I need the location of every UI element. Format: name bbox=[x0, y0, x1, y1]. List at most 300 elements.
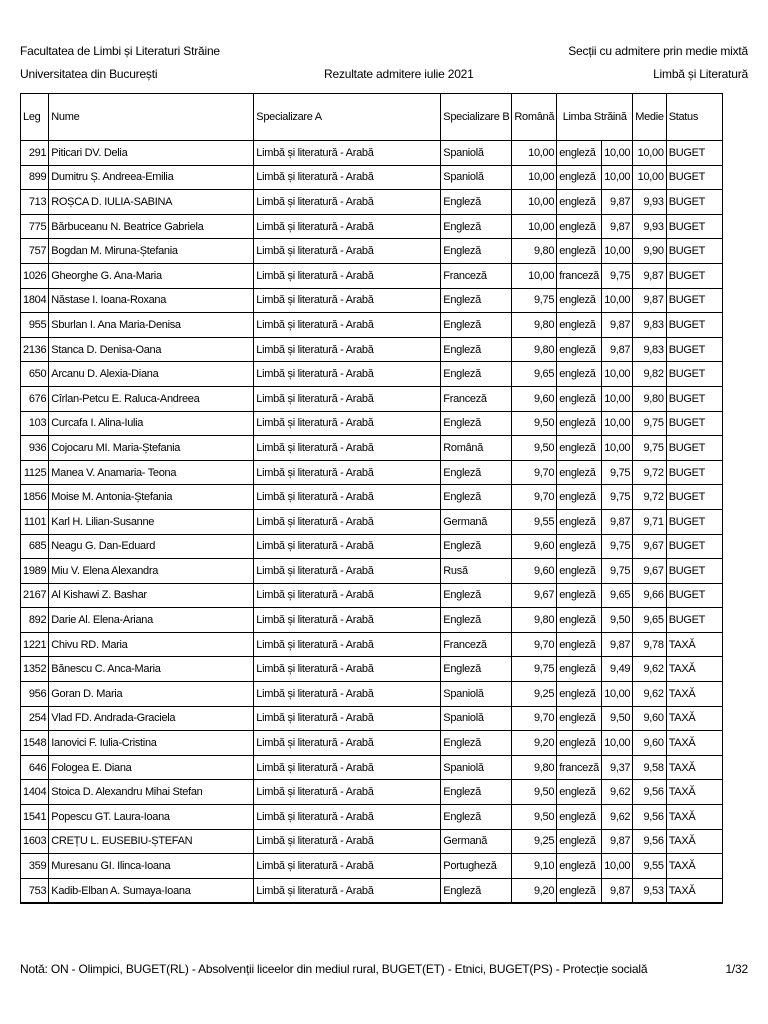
cell-specializare-b: Engleză bbox=[441, 239, 512, 264]
cell-specializare-a: Limbă și literatură - Arabă bbox=[254, 239, 441, 264]
cell-nume: Goran D. Maria bbox=[49, 682, 254, 707]
cell-nume: Dumitru Ș. Andreea-Emilia bbox=[49, 165, 254, 190]
cell-limba: engleză bbox=[557, 214, 602, 239]
cell-leg: 646 bbox=[21, 755, 49, 780]
cell-nota-limba: 9,75 bbox=[602, 460, 633, 485]
col-header-specializare-a: Specializare A bbox=[254, 94, 441, 141]
cell-nota-limba: 9,87 bbox=[602, 337, 633, 362]
cell-romana: 9,50 bbox=[512, 436, 557, 461]
cell-romana: 9,50 bbox=[512, 411, 557, 436]
cell-specializare-a: Limbă și literatură - Arabă bbox=[254, 460, 441, 485]
cell-nota-limba: 9,37 bbox=[602, 755, 633, 780]
cell-specializare-b: Spaniolă bbox=[441, 706, 512, 731]
cell-specializare-a: Limbă și literatură - Arabă bbox=[254, 805, 441, 830]
program-name: Limbă și Literatură bbox=[653, 67, 748, 81]
cell-nota-limba: 9,50 bbox=[602, 706, 633, 731]
cell-romana: 9,80 bbox=[512, 755, 557, 780]
cell-status: TAXĂ bbox=[666, 780, 722, 805]
cell-romana: 9,75 bbox=[512, 288, 557, 313]
table-row bbox=[21, 731, 723, 756]
cell-medie: 9,65 bbox=[633, 608, 666, 633]
table-row bbox=[21, 362, 723, 387]
table-row bbox=[21, 436, 723, 461]
cell-nota-limba: 9,87 bbox=[602, 509, 633, 534]
faculty-name: Facultatea de Limbi și Literaturi Străine bbox=[20, 44, 220, 58]
cell-romana: 9,67 bbox=[512, 583, 557, 608]
cell-leg: 103 bbox=[21, 411, 49, 436]
cell-romana: 9,80 bbox=[512, 239, 557, 264]
cell-nume: Chivu RD. Maria bbox=[49, 632, 254, 657]
cell-specializare-a: Limbă și literatură - Arabă bbox=[254, 657, 441, 682]
col-header-romana: Română bbox=[512, 94, 557, 141]
cell-specializare-b: Spaniolă bbox=[441, 165, 512, 190]
cell-limba: engleză bbox=[557, 190, 602, 215]
cell-limba: engleză bbox=[557, 386, 602, 411]
cell-status: BUGET bbox=[666, 386, 722, 411]
cell-leg: 676 bbox=[21, 386, 49, 411]
cell-specializare-b: Română bbox=[441, 436, 512, 461]
cell-medie: 9,83 bbox=[633, 337, 666, 362]
table-row bbox=[21, 682, 723, 707]
cell-specializare-a: Limbă și literatură - Arabă bbox=[254, 854, 441, 879]
cell-nota-limba: 10,00 bbox=[602, 288, 633, 313]
cell-limba: engleză bbox=[557, 288, 602, 313]
cell-nume: Cîrlan-Petcu E. Raluca-Andreea bbox=[49, 386, 254, 411]
cell-medie: 10,00 bbox=[633, 165, 666, 190]
cell-leg: 899 bbox=[21, 165, 49, 190]
cell-limba: engleză bbox=[557, 805, 602, 830]
cell-romana: 9,25 bbox=[512, 829, 557, 854]
cell-leg: 359 bbox=[21, 854, 49, 879]
cell-status: BUGET bbox=[666, 436, 722, 461]
cell-nota-limba: 9,62 bbox=[602, 805, 633, 830]
cell-medie: 9,75 bbox=[633, 411, 666, 436]
cell-specializare-a: Limbă și literatură - Arabă bbox=[254, 534, 441, 559]
cell-specializare-a: Limbă și literatură - Arabă bbox=[254, 214, 441, 239]
cell-specializare-a: Limbă și literatură - Arabă bbox=[254, 632, 441, 657]
col-header-nume: Nume bbox=[49, 94, 254, 141]
table-row bbox=[21, 214, 723, 239]
table-row bbox=[21, 165, 723, 190]
cell-nota-limba: 9,75 bbox=[602, 534, 633, 559]
col-header-status: Status bbox=[666, 94, 722, 141]
cell-status: TAXĂ bbox=[666, 805, 722, 830]
cell-specializare-a: Limbă și literatură - Arabă bbox=[254, 313, 441, 338]
cell-nume: Bogdan M. Miruna-Ștefania bbox=[49, 239, 254, 264]
cell-specializare-b: Engleză bbox=[441, 485, 512, 510]
cell-nume: Darie Al. Elena-Ariana bbox=[49, 608, 254, 633]
cell-leg: 955 bbox=[21, 313, 49, 338]
table-row bbox=[21, 755, 723, 780]
cell-nota-limba: 9,87 bbox=[602, 214, 633, 239]
cell-leg: 1352 bbox=[21, 657, 49, 682]
cell-nume: Piticari DV. Delia bbox=[49, 141, 254, 166]
cell-limba: engleză bbox=[557, 780, 602, 805]
cell-specializare-b: Franceză bbox=[441, 386, 512, 411]
cell-medie: 9,82 bbox=[633, 362, 666, 387]
cell-specializare-a: Limbă și literatură - Arabă bbox=[254, 559, 441, 584]
results-table bbox=[20, 93, 723, 904]
cell-status: TAXĂ bbox=[666, 632, 722, 657]
cell-nume: Karl H. Lilian-Susanne bbox=[49, 509, 254, 534]
cell-limba: engleză bbox=[557, 362, 602, 387]
cell-medie: 9,66 bbox=[633, 583, 666, 608]
cell-medie: 10,00 bbox=[633, 141, 666, 166]
table-row bbox=[21, 485, 723, 510]
cell-leg: 1804 bbox=[21, 288, 49, 313]
cell-leg: 1548 bbox=[21, 731, 49, 756]
cell-medie: 9,72 bbox=[633, 485, 666, 510]
cell-specializare-b: Spaniolă bbox=[441, 682, 512, 707]
cell-status: BUGET bbox=[666, 165, 722, 190]
cell-medie: 9,87 bbox=[633, 263, 666, 288]
cell-medie: 9,72 bbox=[633, 460, 666, 485]
cell-nota-limba: 9,87 bbox=[602, 878, 633, 903]
cell-nume: Neagu G. Dan-Eduard bbox=[49, 534, 254, 559]
cell-status: TAXĂ bbox=[666, 682, 722, 707]
cell-specializare-b: Spaniolă bbox=[441, 755, 512, 780]
cell-leg: 685 bbox=[21, 534, 49, 559]
cell-leg: 1856 bbox=[21, 485, 49, 510]
cell-specializare-b: Engleză bbox=[441, 657, 512, 682]
table-row bbox=[21, 632, 723, 657]
cell-specializare-b: Rusă bbox=[441, 559, 512, 584]
cell-romana: 9,75 bbox=[512, 657, 557, 682]
cell-nume: Curcafa I. Alina-Iulia bbox=[49, 411, 254, 436]
cell-limba: engleză bbox=[557, 239, 602, 264]
cell-romana: 9,70 bbox=[512, 460, 557, 485]
cell-nota-limba: 9,75 bbox=[602, 559, 633, 584]
cell-specializare-a: Limbă și literatură - Arabă bbox=[254, 878, 441, 903]
table-row bbox=[21, 878, 723, 903]
table-row bbox=[21, 313, 723, 338]
cell-nota-limba: 9,50 bbox=[602, 608, 633, 633]
cell-status: TAXĂ bbox=[666, 829, 722, 854]
cell-nume: Stoica D. Alexandru Mihai Stefan bbox=[49, 780, 254, 805]
cell-nota-limba: 9,87 bbox=[602, 313, 633, 338]
cell-specializare-b: Germană bbox=[441, 509, 512, 534]
cell-medie: 9,93 bbox=[633, 190, 666, 215]
table-header-row bbox=[21, 94, 723, 141]
cell-nume: Miu V. Elena Alexandra bbox=[49, 559, 254, 584]
cell-limba: engleză bbox=[557, 829, 602, 854]
cell-status: BUGET bbox=[666, 411, 722, 436]
cell-specializare-a: Limbă și literatură - Arabă bbox=[254, 165, 441, 190]
cell-specializare-b: Engleză bbox=[441, 362, 512, 387]
cell-leg: 713 bbox=[21, 190, 49, 215]
cell-nota-limba: 9,87 bbox=[602, 829, 633, 854]
cell-specializare-a: Limbă și literatură - Arabă bbox=[254, 706, 441, 731]
cell-specializare-a: Limbă și literatură - Arabă bbox=[254, 608, 441, 633]
cell-specializare-a: Limbă și literatură - Arabă bbox=[254, 337, 441, 362]
cell-nota-limba: 10,00 bbox=[602, 436, 633, 461]
cell-leg: 1541 bbox=[21, 805, 49, 830]
cell-specializare-a: Limbă și literatură - Arabă bbox=[254, 436, 441, 461]
cell-medie: 9,75 bbox=[633, 436, 666, 461]
cell-status: BUGET bbox=[666, 141, 722, 166]
cell-nota-limba: 10,00 bbox=[602, 411, 633, 436]
cell-medie: 9,62 bbox=[633, 682, 666, 707]
cell-status: TAXĂ bbox=[666, 755, 722, 780]
cell-medie: 9,90 bbox=[633, 239, 666, 264]
cell-nota-limba: 10,00 bbox=[602, 239, 633, 264]
cell-status: TAXĂ bbox=[666, 657, 722, 682]
cell-nume: Popescu GT. Laura-Ioana bbox=[49, 805, 254, 830]
cell-medie: 9,56 bbox=[633, 829, 666, 854]
cell-leg: 2136 bbox=[21, 337, 49, 362]
cell-nume: Kadib-Elban A. Sumaya-Ioana bbox=[49, 878, 254, 903]
cell-nume: Stanca D. Denisa-Oana bbox=[49, 337, 254, 362]
cell-specializare-a: Limbă și literatură - Arabă bbox=[254, 362, 441, 387]
cell-romana: 10,00 bbox=[512, 190, 557, 215]
cell-leg: 757 bbox=[21, 239, 49, 264]
cell-specializare-a: Limbă și literatură - Arabă bbox=[254, 386, 441, 411]
cell-specializare-b: Engleză bbox=[441, 190, 512, 215]
cell-romana: 9,70 bbox=[512, 706, 557, 731]
cell-leg: 1221 bbox=[21, 632, 49, 657]
cell-medie: 9,55 bbox=[633, 854, 666, 879]
cell-nota-limba: 9,87 bbox=[602, 190, 633, 215]
cell-limba: engleză bbox=[557, 460, 602, 485]
cell-specializare-a: Limbă și literatură - Arabă bbox=[254, 583, 441, 608]
cell-medie: 9,62 bbox=[633, 657, 666, 682]
cell-medie: 9,58 bbox=[633, 755, 666, 780]
cell-romana: 9,60 bbox=[512, 534, 557, 559]
cell-limba: engleză bbox=[557, 657, 602, 682]
table-row bbox=[21, 583, 723, 608]
cell-limba: engleză bbox=[557, 632, 602, 657]
cell-status: TAXĂ bbox=[666, 731, 722, 756]
cell-romana: 10,00 bbox=[512, 141, 557, 166]
cell-status: BUGET bbox=[666, 362, 722, 387]
cell-nume: Muresanu GI. Ilinca-Ioana bbox=[49, 854, 254, 879]
cell-specializare-b: Engleză bbox=[441, 878, 512, 903]
cell-romana: 9,80 bbox=[512, 608, 557, 633]
cell-nume: Al Kishawi Z. Bashar bbox=[49, 583, 254, 608]
cell-leg: 1404 bbox=[21, 780, 49, 805]
cell-leg: 1101 bbox=[21, 509, 49, 534]
cell-romana: 9,10 bbox=[512, 854, 557, 879]
cell-status: BUGET bbox=[666, 239, 722, 264]
cell-romana: 10,00 bbox=[512, 214, 557, 239]
cell-specializare-a: Limbă și literatură - Arabă bbox=[254, 829, 441, 854]
cell-medie: 9,67 bbox=[633, 559, 666, 584]
cell-status: BUGET bbox=[666, 460, 722, 485]
page-number: 1/32 bbox=[725, 962, 748, 976]
cell-romana: 9,80 bbox=[512, 337, 557, 362]
cell-specializare-b: Franceză bbox=[441, 632, 512, 657]
cell-romana: 9,60 bbox=[512, 559, 557, 584]
cell-specializare-b: Franceză bbox=[441, 263, 512, 288]
cell-nume: ROȘCA D. IULIA-SABINA bbox=[49, 190, 254, 215]
cell-limba: engleză bbox=[557, 608, 602, 633]
cell-nota-limba: 10,00 bbox=[602, 386, 633, 411]
table-row bbox=[21, 657, 723, 682]
cell-leg: 892 bbox=[21, 608, 49, 633]
table-row bbox=[21, 780, 723, 805]
cell-specializare-a: Limbă și literatură - Arabă bbox=[254, 288, 441, 313]
table-row bbox=[21, 411, 723, 436]
cell-status: BUGET bbox=[666, 559, 722, 584]
cell-specializare-a: Limbă și literatură - Arabă bbox=[254, 190, 441, 215]
col-header-limba-straina: Limba Străină bbox=[557, 94, 633, 141]
cell-medie: 9,80 bbox=[633, 386, 666, 411]
table-row bbox=[21, 337, 723, 362]
cell-nume: Cojocaru MI. Maria-Ștefania bbox=[49, 436, 254, 461]
cell-leg: 1603 bbox=[21, 829, 49, 854]
cell-romana: 9,50 bbox=[512, 780, 557, 805]
cell-romana: 9,70 bbox=[512, 485, 557, 510]
cell-leg: 2167 bbox=[21, 583, 49, 608]
col-header-specializare-b: Specializare B bbox=[441, 94, 512, 141]
cell-specializare-a: Limbă și literatură - Arabă bbox=[254, 731, 441, 756]
cell-nota-limba: 10,00 bbox=[602, 165, 633, 190]
cell-romana: 9,20 bbox=[512, 731, 557, 756]
cell-specializare-b: Engleză bbox=[441, 805, 512, 830]
cell-status: BUGET bbox=[666, 608, 722, 633]
cell-specializare-a: Limbă și literatură - Arabă bbox=[254, 509, 441, 534]
cell-status: BUGET bbox=[666, 534, 722, 559]
cell-nume: Moise M. Antonia-Ștefania bbox=[49, 485, 254, 510]
cell-status: BUGET bbox=[666, 509, 722, 534]
cell-status: BUGET bbox=[666, 190, 722, 215]
cell-specializare-a: Limbă și literatură - Arabă bbox=[254, 682, 441, 707]
table-row bbox=[21, 706, 723, 731]
cell-specializare-b: Spaniolă bbox=[441, 141, 512, 166]
cell-specializare-b: Engleză bbox=[441, 288, 512, 313]
cell-leg: 650 bbox=[21, 362, 49, 387]
cell-limba: engleză bbox=[557, 485, 602, 510]
cell-medie: 9,67 bbox=[633, 534, 666, 559]
cell-status: BUGET bbox=[666, 214, 722, 239]
table-row bbox=[21, 805, 723, 830]
cell-limba: engleză bbox=[557, 878, 602, 903]
cell-nota-limba: 9,75 bbox=[602, 485, 633, 510]
admission-type: Secții cu admitere prin medie mixtă bbox=[568, 44, 748, 58]
cell-status: BUGET bbox=[666, 288, 722, 313]
table-row bbox=[21, 141, 723, 166]
table-row bbox=[21, 263, 723, 288]
table-row bbox=[21, 608, 723, 633]
table-row bbox=[21, 509, 723, 534]
cell-nota-limba: 10,00 bbox=[602, 141, 633, 166]
table-row bbox=[21, 460, 723, 485]
cell-romana: 10,00 bbox=[512, 165, 557, 190]
cell-leg: 1989 bbox=[21, 559, 49, 584]
cell-specializare-b: Engleză bbox=[441, 411, 512, 436]
cell-leg: 254 bbox=[21, 706, 49, 731]
page-title: Rezultate admitere iulie 2021 bbox=[324, 67, 474, 81]
cell-nota-limba: 10,00 bbox=[602, 362, 633, 387]
cell-leg: 775 bbox=[21, 214, 49, 239]
cell-limba: engleză bbox=[557, 337, 602, 362]
cell-medie: 9,53 bbox=[633, 878, 666, 903]
cell-specializare-b: Engleză bbox=[441, 460, 512, 485]
cell-medie: 9,60 bbox=[633, 731, 666, 756]
cell-status: BUGET bbox=[666, 263, 722, 288]
cell-leg: 1125 bbox=[21, 460, 49, 485]
table-row bbox=[21, 190, 723, 215]
cell-nume: Ianovici F. Iulia-Cristina bbox=[49, 731, 254, 756]
table-row bbox=[21, 829, 723, 854]
table-row bbox=[21, 288, 723, 313]
cell-specializare-b: Engleză bbox=[441, 780, 512, 805]
cell-romana: 9,25 bbox=[512, 682, 557, 707]
cell-romana: 9,80 bbox=[512, 313, 557, 338]
cell-nota-limba: 9,62 bbox=[602, 780, 633, 805]
cell-specializare-b: Engleză bbox=[441, 608, 512, 633]
cell-specializare-b: Engleză bbox=[441, 583, 512, 608]
table-row bbox=[21, 854, 723, 879]
table-row bbox=[21, 559, 723, 584]
cell-medie: 9,56 bbox=[633, 780, 666, 805]
cell-specializare-a: Limbă și literatură - Arabă bbox=[254, 263, 441, 288]
cell-specializare-b: Portugheză bbox=[441, 854, 512, 879]
cell-medie: 9,87 bbox=[633, 288, 666, 313]
footer-note: Notă: ON - Olimpici, BUGET(RL) - Absolvenții liceelor din mediul rural, BUGET(ET) - Etnici, BUGET(PS) - Protecție socială bbox=[20, 962, 648, 976]
cell-romana: 9,50 bbox=[512, 805, 557, 830]
cell-limba: engleză bbox=[557, 731, 602, 756]
cell-nota-limba: 10,00 bbox=[602, 854, 633, 879]
cell-nota-limba: 9,87 bbox=[602, 632, 633, 657]
cell-limba: engleză bbox=[557, 682, 602, 707]
cell-nota-limba: 10,00 bbox=[602, 682, 633, 707]
cell-limba: engleză bbox=[557, 313, 602, 338]
cell-specializare-b: Engleză bbox=[441, 313, 512, 338]
cell-nume: Sburlan I. Ana Maria-Denisa bbox=[49, 313, 254, 338]
cell-nume: CREȚU L. EUSEBIU-ȘTEFAN bbox=[49, 829, 254, 854]
cell-limba: franceză bbox=[557, 263, 602, 288]
col-header-leg: Leg bbox=[21, 94, 49, 141]
cell-romana: 9,55 bbox=[512, 509, 557, 534]
cell-limba: engleză bbox=[557, 141, 602, 166]
cell-nota-limba: 9,65 bbox=[602, 583, 633, 608]
cell-limba: franceză bbox=[557, 755, 602, 780]
cell-romana: 10,00 bbox=[512, 263, 557, 288]
cell-nume: Vlad FD. Andrada-Graciela bbox=[49, 706, 254, 731]
cell-leg: 1026 bbox=[21, 263, 49, 288]
cell-medie: 9,83 bbox=[633, 313, 666, 338]
cell-romana: 9,60 bbox=[512, 386, 557, 411]
cell-nume: Fologea E. Diana bbox=[49, 755, 254, 780]
cell-status: BUGET bbox=[666, 583, 722, 608]
cell-nota-limba: 9,49 bbox=[602, 657, 633, 682]
table-row bbox=[21, 239, 723, 264]
university-name: Universitatea din București bbox=[20, 67, 158, 81]
cell-nume: Năstase I. Ioana-Roxana bbox=[49, 288, 254, 313]
table-row bbox=[21, 534, 723, 559]
cell-specializare-b: Engleză bbox=[441, 337, 512, 362]
cell-limba: engleză bbox=[557, 411, 602, 436]
cell-nota-limba: 10,00 bbox=[602, 731, 633, 756]
cell-medie: 9,60 bbox=[633, 706, 666, 731]
cell-nume: Gheorghe G. Ana-Maria bbox=[49, 263, 254, 288]
cell-nume: Manea V. Anamaria- Teona bbox=[49, 460, 254, 485]
cell-limba: engleză bbox=[557, 436, 602, 461]
cell-nume: Arcanu D. Alexia-Diana bbox=[49, 362, 254, 387]
cell-medie: 9,56 bbox=[633, 805, 666, 830]
cell-specializare-a: Limbă și literatură - Arabă bbox=[254, 141, 441, 166]
cell-status: BUGET bbox=[666, 337, 722, 362]
cell-limba: engleză bbox=[557, 583, 602, 608]
cell-limba: engleză bbox=[557, 706, 602, 731]
col-header-medie: Medie bbox=[633, 94, 666, 141]
cell-specializare-b: Engleză bbox=[441, 534, 512, 559]
cell-limba: engleză bbox=[557, 854, 602, 879]
cell-medie: 9,71 bbox=[633, 509, 666, 534]
cell-limba: engleză bbox=[557, 534, 602, 559]
cell-medie: 9,93 bbox=[633, 214, 666, 239]
